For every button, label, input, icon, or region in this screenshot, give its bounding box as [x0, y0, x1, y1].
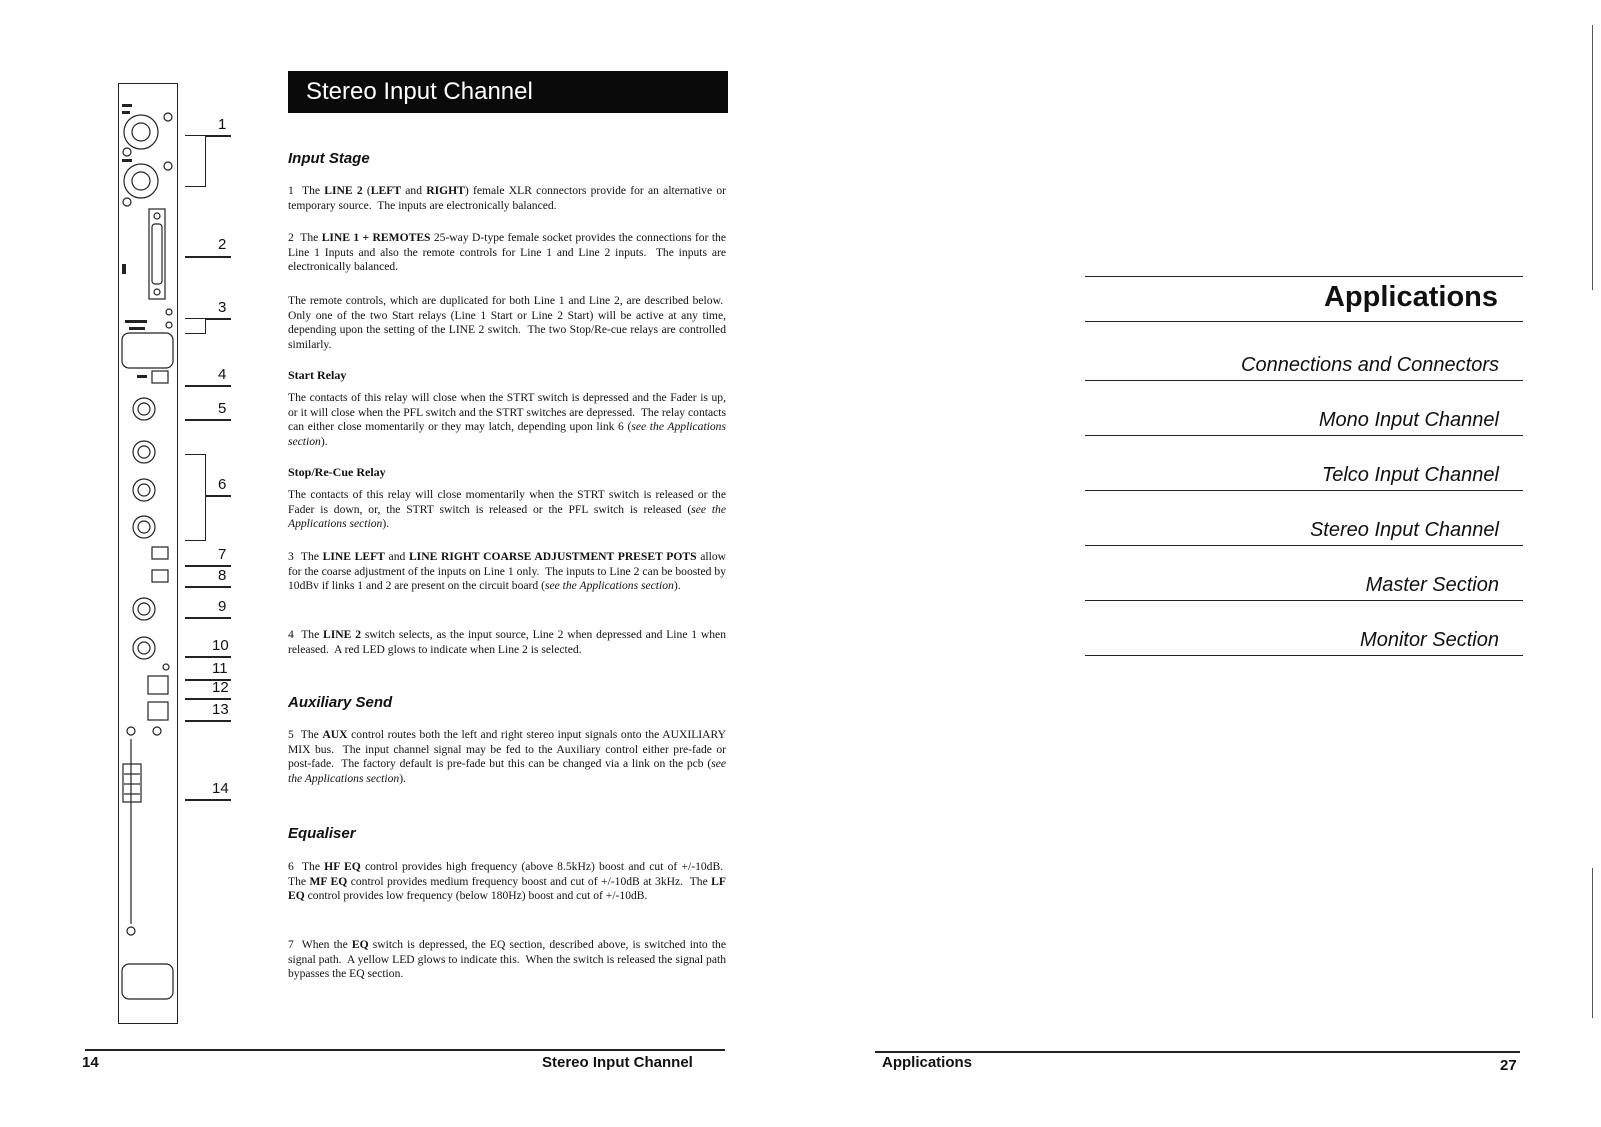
subheading-start-relay: Start Relay [288, 368, 347, 382]
callout-bracket [185, 135, 206, 187]
callout-number: 4 [218, 366, 227, 383]
callout-line [205, 135, 231, 137]
heading-auxiliary-send: Auxiliary Send [288, 694, 393, 711]
page-number-left: 14 [82, 1054, 99, 1071]
callout-number: 8 [218, 567, 227, 584]
applications-title: Applications [1323, 281, 1498, 313]
callout-number: 12 [212, 679, 229, 696]
heading-equaliser: Equaliser [288, 825, 356, 842]
callout-line [205, 318, 231, 320]
toc-item-telco-input[interactable]: Telco Input Channel [1321, 464, 1499, 486]
toc-rule [1085, 655, 1523, 656]
callout-line [185, 586, 231, 588]
paragraph-remotes: The remote controls, which are duplicated for both Line 1 and Line 2, are described below. Only one of the two Start relays (Line 1 Start or Line 2 Start) will be active at any time, depending upon the setting of the LINE 2 switch. The two Stop/Re-cue relays are controlled similarly. [288, 294, 726, 351]
paragraph-5: 5 The AUX control routes both the left and right stereo input signals onto the AUXILIARY MIX bus. The input channel signal may be fed to the Auxiliary control either pre-fade or post-fade. The factory default is pre-fade but this can be changed via a link on the pcb (see the Applications section). [288, 728, 726, 785]
page-edge-line [1592, 25, 1593, 290]
footer-rule-right [875, 1051, 1520, 1053]
callout-line [185, 256, 231, 258]
page-number-right: 27 [1500, 1057, 1517, 1074]
toc-rule [1085, 600, 1523, 601]
paragraph-stop-recue-relay: The contacts of this relay will close momentarily when the STRT switch is released or the Fader is down, or, the STRT switch is released or the PFL switch is released (see the Applications section). [288, 488, 726, 531]
toc-rule [1085, 321, 1523, 322]
callout-number: 11 [212, 660, 228, 677]
callout-bracket [185, 318, 206, 334]
callout-number: 10 [212, 637, 229, 654]
footer-title-left: Stereo Input Channel [542, 1054, 693, 1071]
page-title-banner: Stereo Input Channel [288, 71, 728, 113]
heading-input-stage: Input Stage [288, 150, 370, 167]
callout-number: 3 [218, 299, 227, 316]
channel-strip-drawing [119, 84, 177, 1022]
callout-line [185, 799, 231, 801]
toc-item-master-section[interactable]: Master Section [1365, 574, 1499, 596]
paragraph-start-relay: The contacts of this relay will close when the STRT switch is depressed and the Fader is up, or it will close when the PFL switch and the STRT switches are depressed. The relay contacts can either close momentarily or they may latch, depending upon link 6 (see the Applications section). [288, 391, 726, 448]
paragraph-1: 1 The LINE 2 (LEFT and RIGHT) female XLR connectors provide for an alternative or temporary source. The inputs are electronically balanced. [288, 184, 726, 212]
callout-number: 14 [212, 780, 229, 797]
toc-rule [1085, 490, 1523, 491]
callout-number: 13 [212, 701, 229, 718]
paragraph-3: 3 The LINE LEFT and LINE RIGHT COARSE ADJUSTMENT PRESET POTS allow for the coarse adjustment of the inputs on Line 1 only. The inputs to Line 2 can be boosted by 10dBv if links 1 and 2 are present on the circuit board (see the Applications section). [288, 550, 726, 593]
paragraph-4: 4 The LINE 2 switch selects, as the input source, Line 2 when depressed and Line 1 when released. A red LED glows to indicate when Line 2 is selected. [288, 628, 726, 656]
paragraph-2: 2 The LINE 1 + REMOTES 25-way D-type female socket provides the connections for the Line 1 Inputs and also the remote controls for Line 1 and Line 2 inputs. The inputs are electronically balanced. [288, 231, 726, 274]
subheading-stop-recue-relay: Stop/Re-Cue Relay [288, 465, 386, 479]
callout-number: 9 [218, 598, 227, 615]
callout-number: 7 [218, 546, 227, 563]
paragraph-6: 6 The HF EQ control provides high frequency (above 8.5kHz) boost and cut of +/-10dB. The MF EQ control provides medium frequency boost and cut of +/-10dB at 3kHz. The LF EQ control provides low frequency (below 180Hz) boost and cut of +/-10dB. [288, 860, 726, 903]
paragraph-7: 7 When the EQ switch is depressed, the EQ section, described above, is switched into the signal path. A yellow LED glows to indicate this. When the switch is released the signal path bypasses the EQ section. [288, 938, 726, 981]
toc-rule [1085, 545, 1523, 546]
toc-rule [1085, 435, 1523, 436]
callout-line [185, 385, 231, 387]
callout-number: 1 [218, 116, 227, 133]
callout-line [185, 720, 231, 722]
callout-bracket [185, 454, 206, 541]
callout-line [185, 617, 231, 619]
toc-item-monitor-section[interactable]: Monitor Section [1360, 629, 1499, 651]
toc-rule [1085, 276, 1523, 277]
toc-item-stereo-input[interactable]: Stereo Input Channel [1309, 519, 1499, 541]
callout-line [185, 419, 231, 421]
channel-strip-diagram [118, 83, 178, 1024]
callout-line [205, 495, 231, 497]
page-edge-line [1592, 868, 1593, 1018]
callout-number: 5 [218, 400, 227, 417]
callout-line [185, 698, 231, 700]
footer-title-right: Applications [882, 1054, 973, 1071]
callout-line [185, 656, 231, 658]
callout-number: 6 [218, 476, 227, 493]
callout-number: 2 [218, 236, 227, 253]
toc-item-connections[interactable]: Connections and Connectors [1241, 354, 1499, 376]
toc-rule [1085, 380, 1523, 381]
footer-rule-left [85, 1049, 725, 1051]
toc-item-mono-input[interactable]: Mono Input Channel [1318, 409, 1499, 431]
